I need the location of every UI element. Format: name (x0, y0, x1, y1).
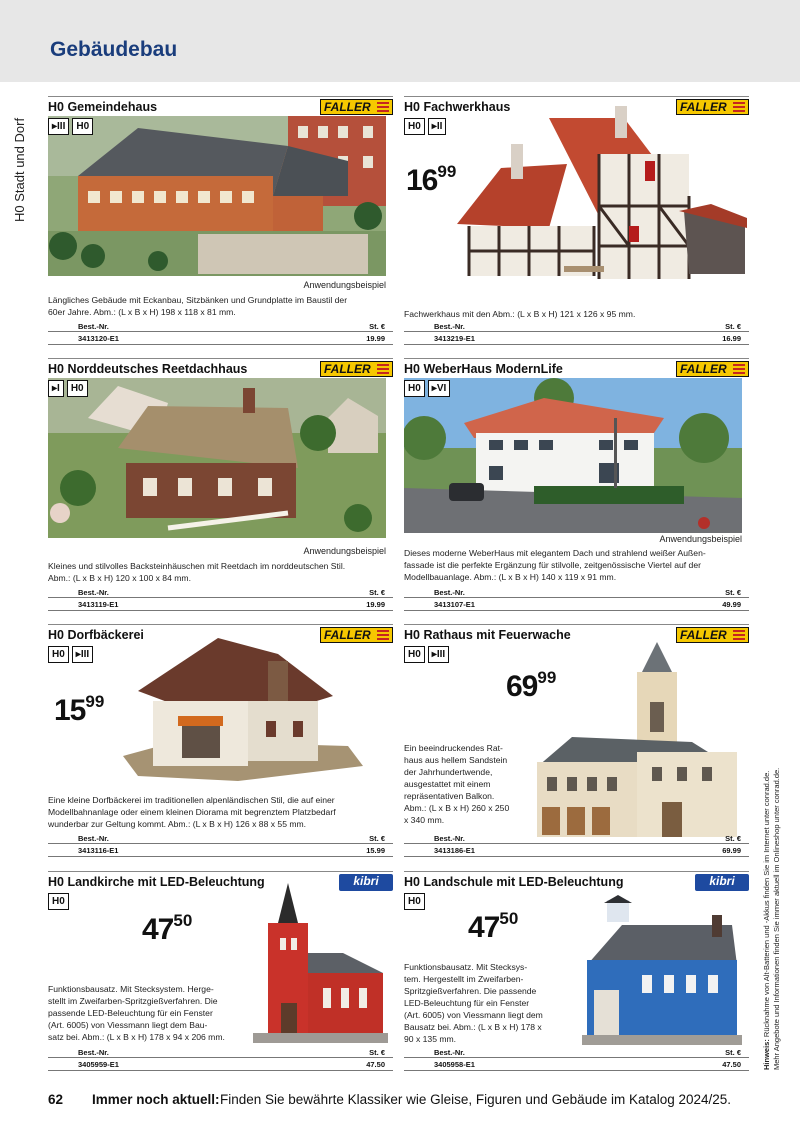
order-table-header (48, 833, 393, 844)
order-price: 69.99 (722, 846, 741, 855)
product-photo[interactable] (48, 378, 386, 538)
description-line: x 340 mm. (404, 815, 445, 825)
order-table (404, 833, 749, 857)
description-line: Kleines und stilvolles Backsteinhäuschen mit Reetdach im norddeutschen Stil. (48, 561, 346, 571)
order-table (404, 1047, 749, 1071)
scale-badge: H0 (404, 118, 425, 135)
order-table-row[interactable] (48, 1059, 393, 1071)
product-badges (404, 380, 450, 397)
page-title: Gebäudebau (50, 38, 178, 61)
description-line: haus aus hellem Sandstein (404, 755, 508, 765)
era-badge: ▸II (428, 118, 447, 135)
product-card-landschule[interactable] (404, 871, 749, 1076)
price-header: St. € (369, 1048, 385, 1057)
order-price: 15.99 (366, 846, 385, 855)
section-side-label-text: H0 Stadt und Dorf (12, 117, 27, 222)
description-line: (Art. 6005) von Viessmann liegt dem Bau- (48, 1020, 208, 1030)
product-description (404, 961, 569, 1045)
description-line: Dieses moderne WeberHaus mit elegantem Dach und strahlend weißer Außen- (404, 548, 706, 558)
order-price: 49.99 (722, 600, 741, 609)
order-table (48, 587, 393, 611)
product-photo[interactable] (404, 378, 742, 538)
faller-logo: FALLER (676, 361, 749, 377)
order-table-row[interactable] (48, 333, 393, 345)
description-line: Abm.: (L x B x H) 260 x 250 (404, 803, 510, 813)
product-card-dorfbaeckerei[interactable] (48, 624, 393, 860)
order-number: 3413107-E1 (434, 600, 475, 609)
description-line: Funktionsbausatz. Mit Stecksys- (404, 962, 528, 972)
product-badges (404, 646, 449, 663)
price-euros: 15 (54, 694, 86, 727)
product-badges (404, 893, 425, 910)
faller-logo: FALLER (676, 99, 749, 115)
product-title: H0 Norddeutsches Reetdachhaus (48, 362, 248, 376)
order-table (48, 833, 393, 857)
description-line: Spritzgießverfahren. Die passende (404, 986, 537, 996)
era-badge: ▸VI (428, 380, 450, 397)
scale-badge: H0 (404, 646, 425, 663)
description-line: Fachwerkhaus mit den Abm.: (L x B x H) 121 x 126 x 95 mm. (404, 309, 636, 319)
description-line: tem. Hergestellt im Zweifarben- (404, 974, 524, 984)
order-number: 3413119-E1 (78, 600, 119, 609)
example-caption: Anwendungsbeispiel (303, 280, 386, 290)
price-header: St. € (725, 322, 741, 331)
description-line: satz bei. Abm.: (L x B x H) 178 x 94 x 206 mm. (48, 1032, 225, 1042)
order-table-row[interactable] (404, 1059, 749, 1071)
description-line: 60er Jahre. Abm.: (L x B x H) 198 x 118 x 81 mm. (48, 307, 236, 317)
order-table-header (404, 833, 749, 844)
product-description (48, 560, 388, 584)
description-line: repräsentativen Balkon. (404, 791, 495, 801)
order-number: 3413116-E1 (78, 846, 119, 855)
order-table-header (404, 1047, 749, 1058)
scale-badge: H0 (67, 380, 88, 397)
product-description (404, 547, 749, 583)
order-price: 19.99 (366, 600, 385, 609)
order-table-row[interactable] (48, 845, 393, 857)
price-cents: 99 (85, 692, 105, 711)
page-number: 62 (48, 1092, 64, 1107)
order-number: 3405959-E1 (78, 1060, 119, 1069)
order-table (404, 587, 749, 611)
era-badge: ▸I (48, 380, 64, 397)
product-photo[interactable] (48, 116, 386, 276)
product-title: H0 Fachwerkhaus (404, 100, 511, 114)
product-title: H0 Dorfbäckerei (48, 628, 144, 642)
description-line: Funktionsbausatz. Mit Stecksystem. Herge- (48, 984, 214, 994)
product-card-landkirche[interactable] (48, 871, 393, 1076)
description-line: fassade ist die perfekte Ergänzung für stilvolle, zeitgenössische Viertel auf der (404, 560, 701, 570)
product-title-bar (48, 96, 393, 116)
description-line: Eine kleine Dorfbäckerei im traditionellen alpenländischen Stil, die auf einer (48, 795, 335, 805)
order-no-header: Best.-Nr. (78, 1048, 109, 1057)
product-title: H0 Landkirche mit LED-Beleuchtung (48, 875, 265, 889)
reetdachhaus-image (48, 378, 386, 538)
page-header (0, 0, 800, 82)
description-line: Modellbauanlage. Abm.: (L x B x H) 140 x 119 x 91 mm. (404, 572, 617, 582)
footer-text: Finden Sie bewährte Klassiker wie Gleise, Figuren und Gebäude im Katalog 2024/25. (220, 1092, 732, 1107)
description-line: Bausatz bei. Abm.: (L x B x H) 178 x (404, 1022, 542, 1032)
description-line: Modellbahnanlage oder einem kleinen Diorama mit begrenztem Platzbedarf (48, 807, 336, 817)
price-cents: 50 (173, 911, 193, 930)
kibri-logo: kibri (339, 874, 393, 891)
scale-badge: H0 (48, 893, 69, 910)
order-table (48, 321, 393, 345)
price-euros: 16 (406, 164, 438, 197)
order-no-header: Best.-Nr. (434, 322, 465, 331)
order-price: 16.99 (722, 334, 741, 343)
price-cents: 50 (499, 909, 519, 928)
description-line: stellt im Zweifarben-Spritzgießverfahren. Die (48, 996, 218, 1006)
fachwerkhaus-image (449, 106, 749, 291)
product-title: H0 Rathaus mit Feuerwache (404, 628, 571, 642)
era-badge: ▸III (428, 646, 449, 663)
product-badges (48, 118, 93, 135)
product-description (48, 294, 388, 318)
kibri-logo: kibri (695, 874, 749, 891)
price-header: St. € (725, 588, 741, 597)
description-line: der Jahrhundertwende, (404, 767, 493, 777)
example-caption: Anwendungsbeispiel (303, 546, 386, 556)
price-euros: 47 (142, 913, 174, 946)
product-title-bar (404, 871, 749, 891)
faller-logo: FALLER (320, 361, 393, 377)
faller-logo: FALLER (320, 99, 393, 115)
order-no-header: Best.-Nr. (78, 834, 109, 843)
order-table-header (48, 321, 393, 332)
order-table (48, 1047, 393, 1071)
price-header: St. € (725, 834, 741, 843)
order-price: 47.50 (366, 1060, 385, 1069)
footer-lead: Immer noch aktuell: (92, 1092, 220, 1107)
gemeindehaus-image (48, 116, 386, 276)
product-title-bar (404, 358, 749, 378)
price-display (468, 909, 518, 945)
product-badges (404, 118, 446, 135)
product-card-fachwerkhaus[interactable] (404, 96, 749, 350)
side-note (758, 740, 792, 1070)
order-table-row[interactable] (404, 333, 749, 345)
product-title: H0 Landschule mit LED-Beleuchtung (404, 875, 624, 889)
era-badge: ▸III (72, 646, 93, 663)
description-line: passende LED-Beleuchtung für ein Fenster (48, 1008, 213, 1018)
description-line: LED-Beleuchtung für ein Fenster (404, 998, 530, 1008)
order-table (404, 321, 749, 345)
product-title-bar (404, 624, 749, 644)
order-table-row[interactable] (404, 599, 749, 611)
side-note-line2: Mehr Angebote und Informationen finden Sie immer aktuell im Onlineshop unter conrad.de. (772, 767, 781, 1070)
order-number: 3413120-E1 (78, 334, 119, 343)
product-description (404, 308, 744, 320)
price-cents: 99 (537, 668, 557, 687)
scale-badge: H0 (48, 646, 69, 663)
product-card-gemeindehaus[interactable] (48, 96, 393, 350)
order-price: 47.50 (722, 1060, 741, 1069)
example-caption: Anwendungsbeispiel (659, 534, 742, 544)
description-line: ausgestattet mit einem (404, 779, 491, 789)
description-line: (Art. 6005) von Viessmann liegt dem (404, 1010, 543, 1020)
order-table-header (48, 1047, 393, 1058)
price-display (506, 668, 556, 704)
section-side-label (8, 100, 32, 230)
order-number: 3413186-E1 (434, 846, 475, 855)
description-line: 90 x 135 mm. (404, 1034, 457, 1044)
order-table-header (48, 587, 393, 598)
description-line: Ein beeindruckendes Rat- (404, 743, 503, 753)
scale-badge: H0 (404, 380, 425, 397)
side-note-line1: Rücknahme von Alt-Batterien und -Akkus finden Sie im Internet unter conrad.de. (762, 770, 771, 1038)
product-card-weberhaus[interactable] (404, 358, 749, 612)
order-number: 3405958-E1 (434, 1060, 475, 1069)
product-description (48, 983, 253, 1043)
price-euros: 69 (506, 670, 538, 703)
description-line: Abm.: (L x B x H) 120 x 100 x 84 mm. (48, 573, 191, 583)
dorfbaeckerei-image (118, 636, 368, 786)
rathaus-image (532, 642, 742, 837)
faller-logo: FALLER (676, 627, 749, 643)
price-display (142, 911, 192, 947)
price-header: St. € (369, 322, 385, 331)
order-table-row[interactable] (404, 845, 749, 857)
order-price: 19.99 (366, 334, 385, 343)
product-card-reetdachhaus[interactable] (48, 358, 393, 612)
price-header: St. € (369, 834, 385, 843)
price-euros: 47 (468, 911, 500, 944)
product-badges (48, 646, 93, 663)
faller-logo: FALLER (320, 627, 393, 643)
description-line: wunderbar zur Geltung kommt. Abm.: (L x B x H) 126 x 88 x 55 mm. (48, 819, 307, 829)
price-display (54, 692, 104, 728)
order-table-row[interactable] (48, 599, 393, 611)
price-display (406, 162, 456, 198)
price-header: St. € (725, 1048, 741, 1057)
order-no-header: Best.-Nr. (78, 588, 109, 597)
price-cents: 99 (437, 162, 457, 181)
weberhaus-image (404, 378, 742, 533)
side-note-text (762, 740, 782, 1070)
order-no-header: Best.-Nr. (434, 588, 465, 597)
order-no-header: Best.-Nr. (78, 322, 109, 331)
product-title-bar (48, 358, 393, 378)
price-header: St. € (369, 588, 385, 597)
landschule-image (582, 895, 742, 1045)
scale-badge: H0 (404, 893, 425, 910)
product-badges (48, 380, 88, 397)
order-no-header: Best.-Nr. (434, 834, 465, 843)
product-title: H0 Gemeindehaus (48, 100, 158, 114)
order-number: 3413219-E1 (434, 334, 475, 343)
product-card-rathaus[interactable] (404, 624, 749, 860)
order-table-header (404, 321, 749, 332)
description-line: Längliches Gebäude mit Eckanbau, Sitzbänken und Grundplatte im Baustil der (48, 295, 348, 305)
product-description (404, 742, 529, 826)
landkirche-image (253, 883, 388, 1043)
order-table-header (404, 587, 749, 598)
product-title: H0 WeberHaus ModernLife (404, 362, 563, 376)
scale-badge: H0 (72, 118, 93, 135)
side-note-bold: Hinweis: (762, 1039, 771, 1070)
era-badge: ▸III (48, 118, 69, 135)
order-no-header: Best.-Nr. (434, 1048, 465, 1057)
product-description (48, 794, 388, 830)
product-badges (48, 893, 69, 910)
